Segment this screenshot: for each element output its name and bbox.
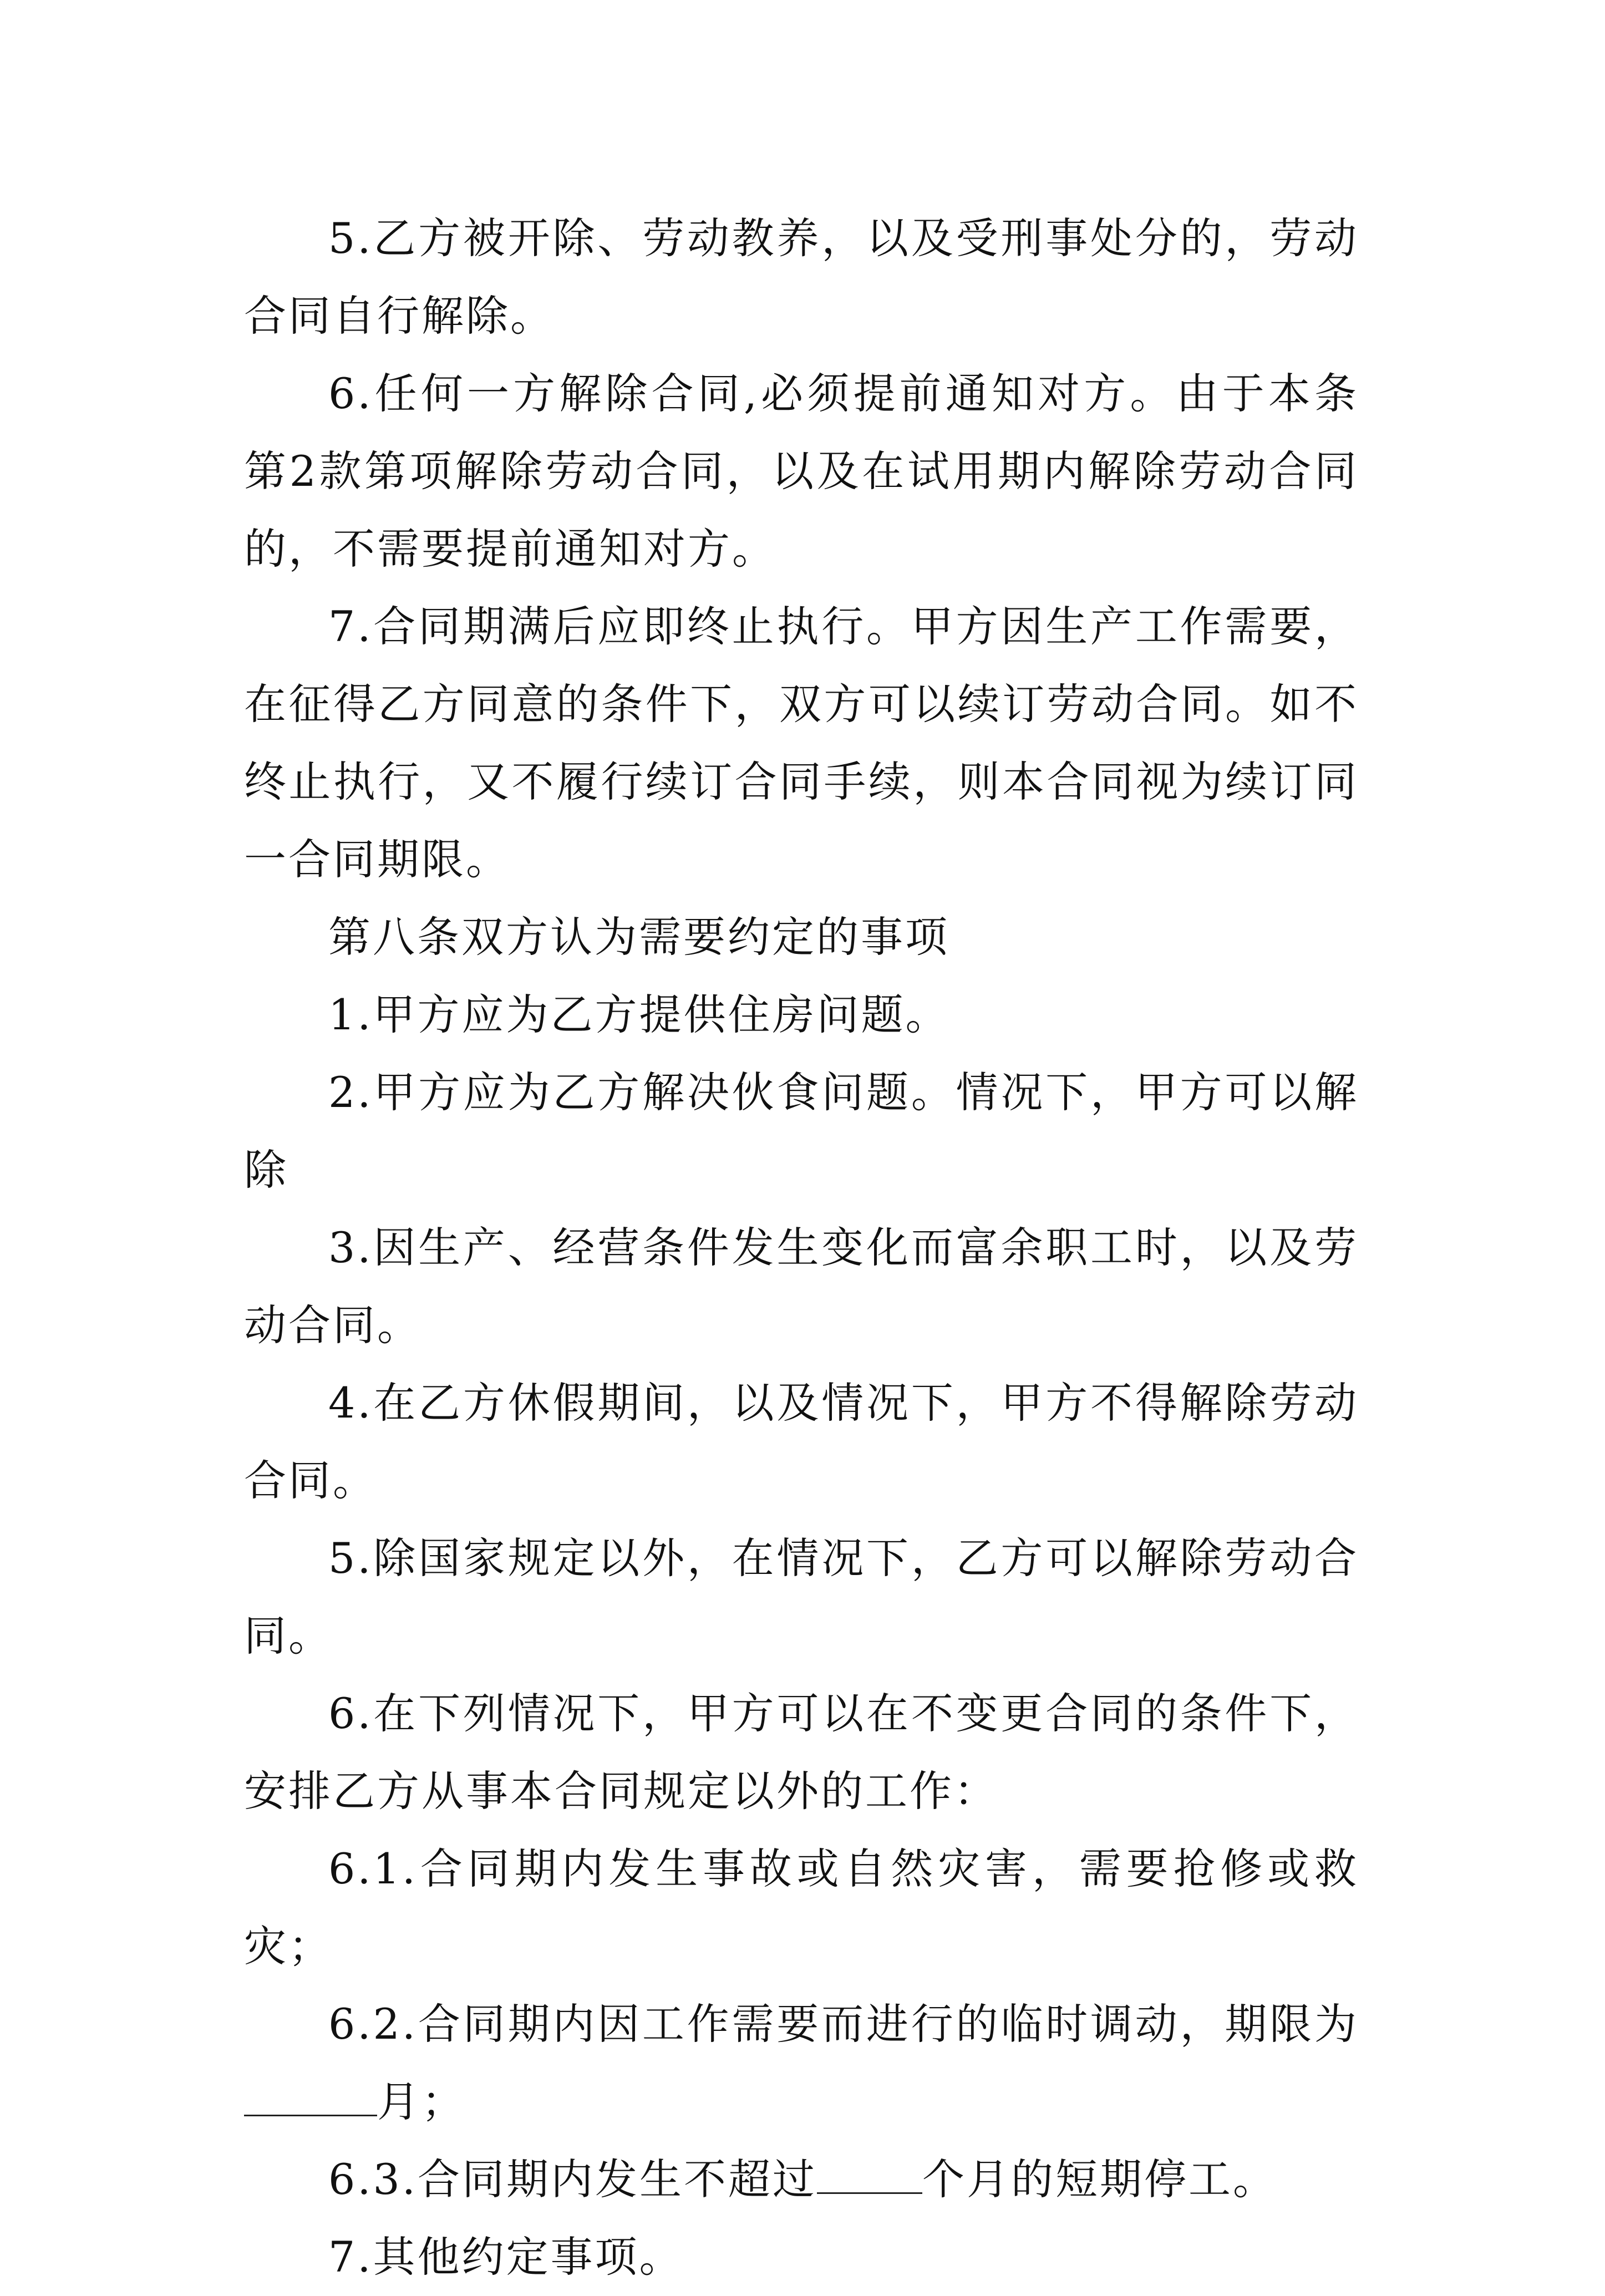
item-6-2-text: 6.2.合同期内因工作需要而进行的临时调动，期限为 [328, 1999, 1359, 2049]
fill-blank-stoppage-months[interactable] [817, 2153, 922, 2194]
item-1-housing: 1.甲方应为乙方提供住房问题。 [328, 990, 950, 1039]
paragraph-7-expiry: 7.合同期满后应即终止执行。甲方因生产工作需要，在征得乙方同意的条件下，双方可以续订劳动合同。如不终止执行，又不履行续订合同手续，则本合同视为续订同一合同期限。 [244, 602, 1359, 884]
item-3-surplus: 3.因生产、经营条件发生变化而富余职工时，以及劳动合同。 [244, 1223, 1359, 1350]
item-5-employee-termination: 5.除国家规定以外，在情况下，乙方可以解除劳动合同。 [244, 1533, 1359, 1660]
item-6-1-accident: 6.1.合同期内发生事故或自然灾害，需要抢修或救灾； [244, 1844, 1359, 1971]
item-4-leave: 4.在乙方休假期间，以及情况下，甲方不得解除劳动合同。 [244, 1378, 1359, 1505]
article-8-heading: 第八条双方认为需要约定的事项 [328, 912, 949, 962]
item-6-3-text: 6.3.合同期内发生不超过 [328, 2155, 817, 2204]
paragraph-6-notice: 6.任何一方解除合同,必须提前通知对方。由于本条第2款第项解除劳动合同，以及在试用期内解除劳动合同的，不需要提前通知对方。 [244, 369, 1359, 573]
paragraph-5-termination: 5.乙方被开除、劳动教养，以及受刑事处分的，劳动合同自行解除。 [244, 214, 1359, 341]
item-6-3-suffix: 个月的短期停工。 [922, 2155, 1278, 2204]
item-6-reassignment: 6.在下列情况下，甲方可以在不变更合同的条件下，安排乙方从事本合同规定以外的工作： [244, 1689, 1359, 1816]
item-6-3-short-stoppage [244, 2141, 1359, 2218]
fill-blank-months[interactable] [244, 2076, 377, 2116]
document-page [244, 200, 1359, 2296]
item-2-meals: 2.甲方应为乙方解决伙食问题。情况下，甲方可以解除 [244, 1068, 1359, 1195]
item-6-2-temporary-transfer [244, 1985, 1359, 2141]
item-6-2-suffix: 月； [377, 2077, 466, 2126]
item-7-other: 7.其他约定事项。 [328, 2232, 684, 2282]
